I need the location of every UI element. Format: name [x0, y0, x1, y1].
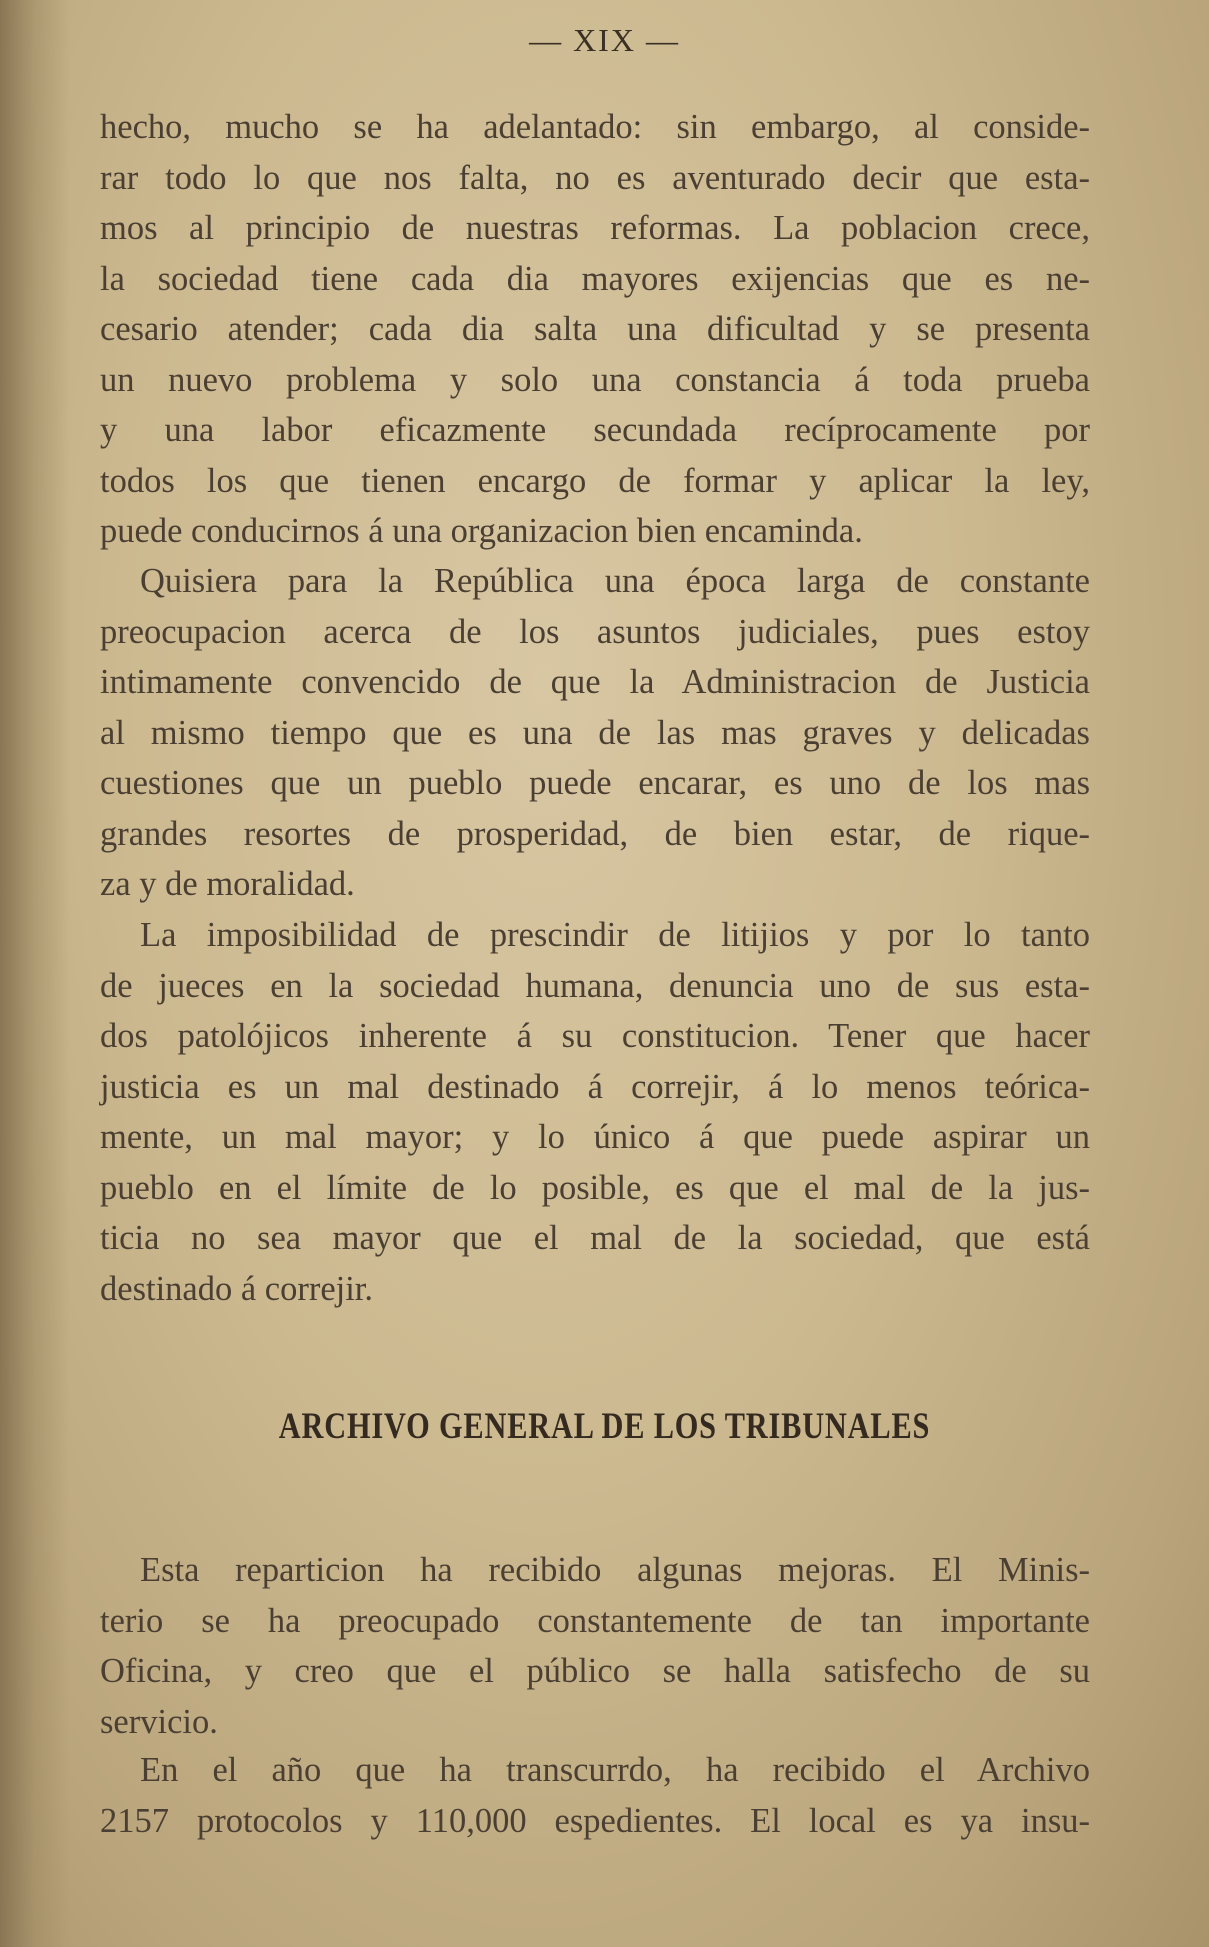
paragraph-5: [100, 1745, 1090, 1846]
text-line: de jueces en la sociedad humana, denuncia uno de sus esta-: [100, 966, 1090, 1005]
paragraph-3: [100, 910, 1090, 1314]
text-line: pueblo en el límite de lo posible, es que el mal de la jus-: [100, 1168, 1090, 1207]
page-gutter-shadow: [0, 0, 70, 1947]
paragraph-1: [100, 102, 1090, 557]
text-line: rar todo lo que nos falta, no es aventurado decir que esta-: [100, 158, 1090, 197]
text-line: mente, un mal mayor; y lo único á que puede aspirar un: [100, 1118, 1090, 1156]
text-line: mos al principio de nuestras reformas. La poblacion crece,: [100, 209, 1090, 247]
text-line: dos patolójicos inherente á su constitucion. Tener que hacer: [100, 1017, 1090, 1055]
page-number: — XIX —: [529, 22, 680, 58]
text-line: intimamente convencido de que la Administracion de Justicia: [100, 663, 1090, 701]
text-line: Quisiera para la República una época larga de constante: [140, 562, 1090, 600]
text-line: ticia no sea mayor que el mal de la sociedad, que está: [100, 1219, 1090, 1257]
text-line: la sociedad tiene cada dia mayores exijencias que es ne-: [100, 259, 1090, 298]
text-line: cesario atender; cada dia salta una dificultad y se presenta: [100, 310, 1090, 348]
text-line: todos los que tienen encargo de formar y aplicar la ley,: [100, 461, 1090, 500]
paragraph-2: [100, 556, 1090, 910]
text-line: destinado á correjir.: [100, 1269, 374, 1308]
text-line: terio se ha preocupado constantemente de tan importante: [100, 1601, 1090, 1640]
text-line: Esta reparticion ha recibido algunas mejoras. El Minis-: [140, 1551, 1090, 1589]
text-line: Oficina, y creo que el público se halla satisfecho de su: [100, 1652, 1090, 1690]
text-line: preocupacion acerca de los asuntos judiciales, pues estoy: [100, 612, 1090, 651]
text-line: puede conducirnos á una organizacion bien encaminda.: [100, 512, 863, 550]
text-line: servicio.: [100, 1702, 218, 1741]
text-line: un nuevo problema y solo una constancia á toda prueba: [100, 360, 1090, 399]
text-line: grandes resortes de prosperidad, de bien estar, de rique-: [100, 814, 1090, 853]
text-line: y una labor eficazmente secundada recíprocamente por: [100, 411, 1090, 449]
text-line: za y de moralidad.: [100, 865, 355, 903]
text-line: hecho, mucho se ha adelantado: sin embargo, al conside-: [100, 108, 1090, 146]
text-line: La imposibilidad de prescindir de litijios y por lo tanto: [140, 916, 1090, 954]
text-line: 2157 protocolos y 110,000 espedientes. El local es ya insu-: [100, 1801, 1090, 1840]
text-line: justicia es un mal destinado á correjir, á lo menos teórica-: [100, 1067, 1090, 1106]
text-line: cuestiones que un pueblo puede encarar, es uno de los mas: [100, 764, 1090, 802]
text-line: En el año que ha transcurrdo, ha recibido el Archivo: [140, 1751, 1090, 1789]
text-line: al mismo tiempo que es una de las mas graves y delicadas: [100, 713, 1090, 752]
section-heading: ARCHIVO GENERAL DE LOS TRIBUNALES: [278, 1406, 931, 1447]
paragraph-4: [100, 1545, 1090, 1747]
